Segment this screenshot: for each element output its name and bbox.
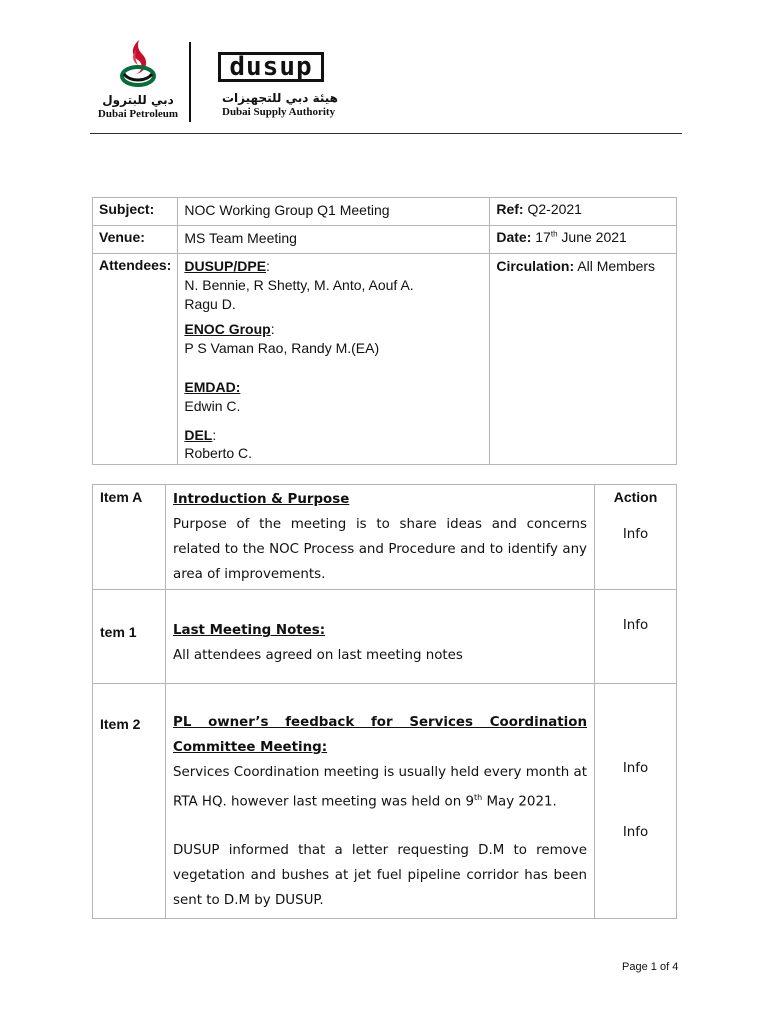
group-enoc-members: P S Vaman Rao, Randy M.(EA) bbox=[184, 340, 380, 356]
group-del-members: Roberto C. bbox=[184, 445, 253, 461]
item-2-body-1-date: May 2021. bbox=[482, 794, 557, 810]
group-dusup-members-1: N. Bennie, R Shetty, M. Anto, Aouf A. bbox=[184, 277, 414, 293]
item-a-row bbox=[93, 485, 677, 590]
item-a-body: Purpose of the meeting is to share ideas and concerns related to the NOC Process and Procedure and to identify any area of improvements. bbox=[173, 517, 587, 582]
circulation-value: All Members bbox=[577, 258, 656, 274]
item-1-label: tem 1 bbox=[93, 590, 166, 684]
group-del-name: DEL bbox=[184, 427, 213, 443]
date-label: Date: bbox=[496, 229, 532, 245]
page-label: Page bbox=[622, 961, 648, 973]
item-2-body-1-text: Services Coordination meeting is usually held every month at RTA HQ. however last meeting was held on 9 bbox=[173, 765, 587, 810]
date-rest: June 2021 bbox=[561, 229, 627, 245]
page-of: of bbox=[659, 961, 670, 973]
subject-label: Subject: bbox=[93, 198, 178, 226]
item-2-title: PL owner’s feedback for Services Coordination Committee Meeting: bbox=[173, 715, 587, 755]
page-current: 1 bbox=[650, 961, 657, 973]
attendees-list bbox=[178, 254, 490, 465]
item-1-row bbox=[93, 590, 677, 684]
item-a-action-cell bbox=[595, 485, 677, 590]
group-dusup-members-2: Ragu D. bbox=[184, 296, 236, 312]
page-number bbox=[622, 961, 678, 973]
flame-ring-logo-icon bbox=[118, 38, 158, 90]
item-a-title: Introduction & Purpose bbox=[173, 492, 350, 507]
group-enoc-colon: : bbox=[270, 321, 275, 337]
item-2-content bbox=[166, 684, 595, 919]
meeting-info-table bbox=[92, 197, 677, 465]
item-1-title: Last Meeting Notes: bbox=[173, 623, 326, 638]
group-del bbox=[184, 426, 483, 445]
attendees-row bbox=[93, 254, 677, 465]
item-1-content bbox=[166, 590, 595, 684]
item-a-action: Info bbox=[622, 527, 649, 542]
agenda-table bbox=[92, 484, 677, 919]
ref-value: Q2-2021 bbox=[527, 201, 582, 217]
letterhead bbox=[0, 0, 768, 135]
page-total: 4 bbox=[672, 961, 679, 973]
date-day: 17 bbox=[535, 229, 551, 245]
date-ordinal: th bbox=[550, 229, 558, 239]
item-2-action-2: Info bbox=[622, 825, 649, 840]
attendees-label: Attendees: bbox=[93, 254, 178, 465]
group-del-colon: : bbox=[212, 427, 217, 443]
group-emdad-members: Edwin C. bbox=[184, 398, 241, 414]
circulation-label: Circulation: bbox=[496, 258, 575, 274]
item-1-body: All attendees agreed on last meeting notes bbox=[173, 648, 463, 663]
dusup-arabic-name: هيئة دبي للتجهيزات bbox=[222, 91, 338, 105]
venue-value: MS Team Meeting bbox=[178, 226, 490, 254]
item-a-content bbox=[166, 485, 595, 590]
header-rule bbox=[90, 133, 682, 134]
group-dusup-colon: : bbox=[266, 258, 270, 274]
venue-label: Venue: bbox=[93, 226, 178, 254]
group-emdad-name: EMDAD: bbox=[184, 379, 241, 395]
dubai-petroleum-name: Dubai Petroleum bbox=[97, 108, 179, 120]
group-dusup-name: DUSUP/DPE bbox=[184, 258, 267, 274]
logo-divider bbox=[189, 42, 191, 122]
venue-row bbox=[93, 226, 677, 254]
group-enoc bbox=[184, 320, 483, 339]
item-2-body-1 bbox=[173, 760, 587, 814]
item-2-body-2: DUSUP informed that a letter requesting D.M to remove vegetation and bushes at jet fuel pipeline corridor has been sent to D.M by DUSUP. bbox=[173, 843, 587, 909]
item-2-body-1-ordinal: th bbox=[474, 793, 483, 802]
date-cell bbox=[490, 226, 677, 254]
group-enoc-name: ENOC Group bbox=[184, 321, 271, 337]
item-2-row bbox=[93, 684, 677, 919]
dubai-petroleum-arabic-name: دبي للبترول bbox=[102, 93, 174, 107]
item-2-label: Item 2 bbox=[93, 684, 166, 919]
dubai-petroleum-logo bbox=[88, 38, 188, 120]
group-dusup bbox=[184, 257, 483, 276]
ref-cell bbox=[490, 198, 677, 226]
circulation-cell bbox=[490, 254, 677, 465]
dusup-logo bbox=[218, 52, 338, 118]
action-header: Action bbox=[613, 489, 658, 505]
item-2-action-1: Info bbox=[622, 761, 649, 776]
item-a-label: Item A bbox=[93, 485, 166, 590]
dusup-wordmark: dusup bbox=[218, 52, 324, 82]
subject-value: NOC Working Group Q1 Meeting bbox=[178, 198, 490, 226]
subject-row bbox=[93, 198, 677, 226]
ref-label: Ref: bbox=[496, 201, 524, 217]
dusup-name: Dubai Supply Authority bbox=[222, 106, 336, 118]
item-1-action: Info bbox=[595, 590, 677, 684]
item-2-action-cell bbox=[595, 684, 677, 919]
